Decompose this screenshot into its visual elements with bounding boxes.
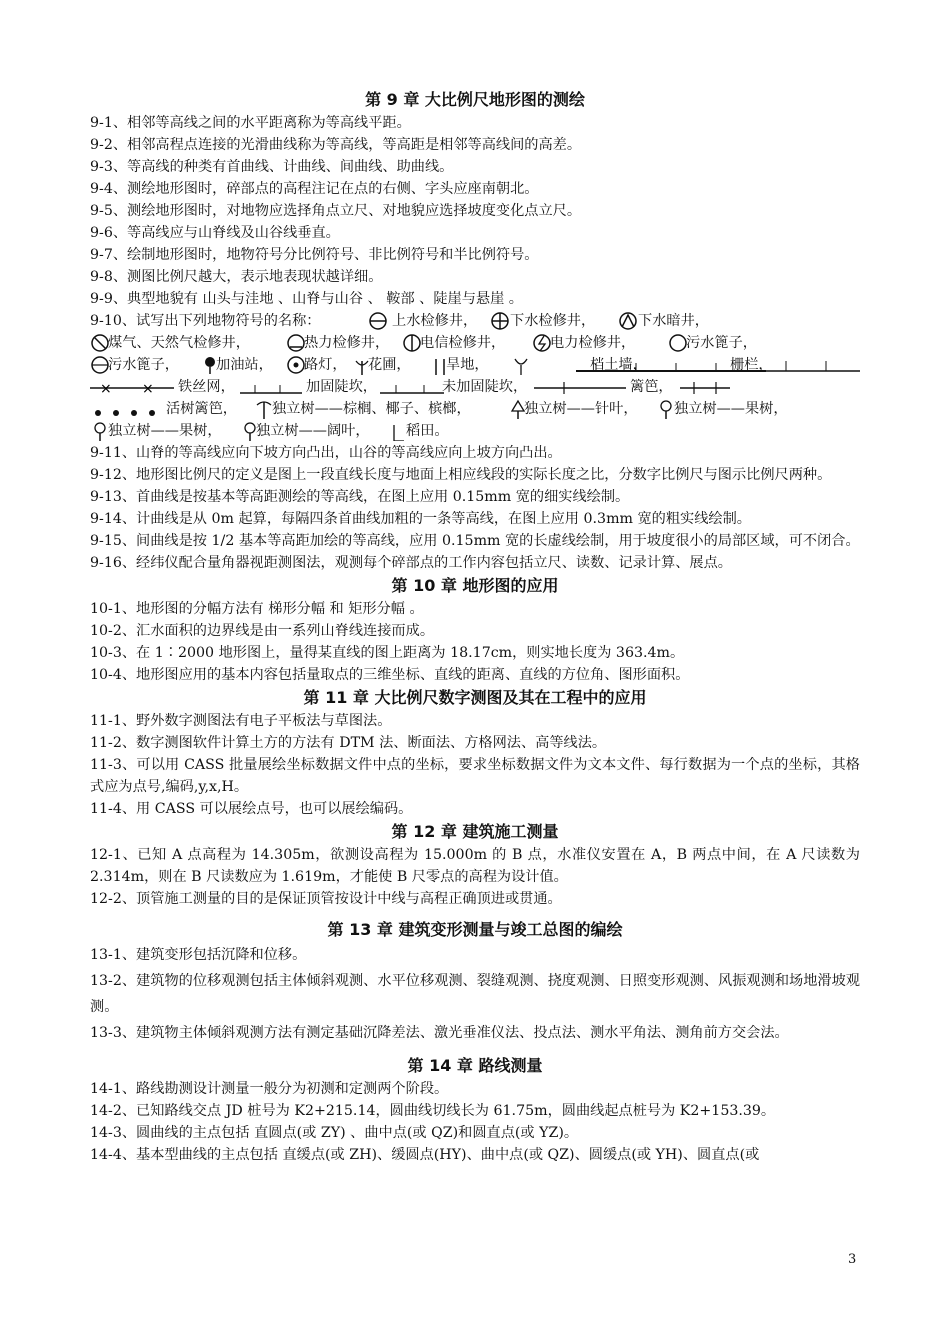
item-9-4: 9-4、测绘地形图时，碎部点的高程注记在点的右侧、字头应座南朝北。 [90, 181, 539, 197]
sewer-hidden-well-symbol-icon [616, 311, 640, 331]
live-hedge-symbol-icon [90, 399, 162, 419]
item-10-2: 10-2、汇水面积的边界线是由一系列山脊线连接而成。 [90, 623, 435, 639]
symbol-label-15: 栅栏， [730, 357, 773, 373]
heat-manhole-symbol-icon [286, 333, 306, 353]
item-9-7: 9-7、绘制地形图时，地物符号分比例符号、非比例符号和半比例符号。 [90, 247, 539, 263]
fruit-tree-2-symbol-icon [90, 421, 110, 441]
fence-line-symbol-icon [534, 377, 626, 397]
sewer-manhole-symbol-icon [488, 311, 512, 331]
item-11-4: 11-4、用 CASS 可以展绘点号，也可以展绘编码。 [90, 801, 413, 817]
symbol-label-16: 铁丝网， [178, 379, 235, 395]
item-14-3: 14-3、圆曲线的主点包括 直圆点(或 ZY) 、曲中点(或 QZ)和圆直点(或 YZ)。 [90, 1125, 579, 1141]
symbol-row-1 [90, 310, 860, 332]
chapter-12-title: 第 12 章 建筑施工测量 [391, 822, 559, 841]
symbol-label-26: 稻田。 [406, 423, 449, 439]
symbol-label-24: 独立树——果树， [108, 423, 222, 439]
symbol-row-6 [90, 420, 860, 442]
symbol-label-10: 加油站， [216, 357, 273, 373]
symbol-label-22: 独立树——针叶， [524, 401, 638, 417]
fruit-tree-symbol-icon [656, 399, 676, 419]
symbol-label-8: 污水篦子， [686, 335, 757, 351]
symbol-label-21: 独立树——棕榈、椰子、槟榔， [272, 401, 471, 417]
symbol-label-17: 加固陡坎， [306, 379, 377, 395]
symbol-label-7: 电力检修井， [550, 335, 636, 351]
item-9-11: 9-11、山脊的等高线应向下坡方向凸出，山谷的等高线应向上坡方向凸出。 [90, 445, 562, 461]
symbol-label-1: 上水检修井， [392, 313, 478, 329]
chapter-9-title: 第 9 章 大比例尺地形图的测绘 [365, 90, 585, 109]
barbed-wire-symbol-icon [90, 377, 174, 397]
symbol-label-23: 独立树——果树， [674, 401, 788, 417]
symbol-label-25: 独立树——阔叶， [256, 423, 370, 439]
unreinforced-scarp-line-icon [380, 377, 444, 397]
symbol-row-2 [90, 332, 860, 354]
item-11-1: 11-1、野外数字测图法有电子平板法与草图法。 [90, 713, 392, 729]
symbol-label-9: 污水篦子， [108, 357, 179, 373]
symbol-label-3: 下水暗井， [638, 313, 709, 329]
svg-text:×: × [100, 381, 112, 397]
water-manhole-symbol-icon [366, 311, 394, 331]
item-10-4: 10-4、地形图应用的基本内容包括量取点的三维坐标、直线的距离、直线的方位角、图形面积。 [90, 667, 690, 683]
symbol-label-6: 电信检修井， [420, 335, 506, 351]
chapter-13-title: 第 13 章 建筑变形测量与竣工总图的编绘 [327, 920, 623, 939]
power-manhole-symbol-icon [532, 333, 552, 353]
item-14-4: 14-4、基本型曲线的主点包括 直缓点(或 ZH)、缓圆点(HY)、曲中点(或 QZ)、圆缓点(或 YH)、圆直点(或 [90, 1147, 760, 1163]
chapter-14-title: 第 14 章 路线测量 [407, 1056, 543, 1075]
symbol-label-18: 未加固陡坎， [442, 379, 528, 395]
symbol-label-13: 旱地， [446, 357, 489, 373]
symbol-label-19: 篱笆， [630, 379, 673, 395]
telecom-manhole-symbol-icon [402, 333, 422, 353]
item-9-5: 9-5、测绘地形图时，对地物应选择角点立尺、对地貌应选择坡度变化点立尺。 [90, 203, 582, 219]
railing-symbol-icon [766, 355, 860, 375]
chapter-11-title: 第 11 章 大比例尺数字测图及其在工程中的应用 [303, 688, 647, 707]
gas-manhole-symbol-icon [90, 333, 110, 353]
symbol-label-2: 下水检修井， [510, 313, 596, 329]
sewage-grate-2-symbol-icon [90, 355, 110, 375]
item-10-3: 10-3、在 1∶2000 地形图上，量得某直线的图上距离为 18.17cm，则实地长度为 363.4m。 [90, 645, 685, 661]
item-12-1: 12-1、已知 A 点高程为 14.305m，欲测设高程为 15.000m 的 B 点，水准仪安置在 A，B 两点中间，在 A 尺读数为 2.314m，则在 B 尺读数应为 1.619m，才能使 B 尺零点的高程为设计值。 [90, 847, 860, 885]
street-lamp-symbol-icon [286, 355, 306, 375]
reinforced-scarp-line-icon [240, 377, 302, 397]
item-11-2: 11-2、数字测图软件计算土方的方法有 DTM 法、断面法、方格网法、高等线法。 [90, 735, 607, 751]
symbol-label-20: 活树篱笆， [166, 401, 237, 417]
item-9-14: 9-14、计曲线是从 0m 起算，每隔四条首曲线加粗的一条等高线，在图上应用 0.3mm 宽的粗实线绘制。 [90, 511, 751, 527]
item-9-3: 9-3、等高线的种类有首曲线、计曲线、间曲线、助曲线。 [90, 159, 454, 175]
symbol-label-11: 路灯， [304, 357, 347, 373]
item-14-2: 14-2、已知路线交点 JD 桩号为 K2+215.14，圆曲线切线长为 61.75m，圆曲线起点桩号为 K2+153.39。 [90, 1103, 776, 1119]
item-9-13: 9-13、首曲线是按基本等高距测绘的等高线，在图上应用 0.15mm 宽的细实线绘制。 [90, 489, 630, 505]
symbol-row-4 [90, 376, 860, 398]
page-number: 3 [848, 1252, 857, 1267]
fence-symbol-icon [680, 377, 730, 397]
item-13-3: 13-3、建筑物主体倾斜观测方法有测定基础沉降差法、激光垂准仪法、投点法、测水平角法、测角前方交会法。 [90, 1025, 789, 1041]
svg-text:×: × [142, 381, 154, 397]
item-9-2: 9-2、相邻高程点连接的光滑曲线称为等高线，等高距是相邻等高线间的高差。 [90, 137, 582, 153]
palm-tree-symbol-icon [254, 399, 274, 419]
symbol-label-14: 档土墙， [590, 357, 647, 373]
item-9-16: 9-16、经纬仪配合量角器视距测图法，观测每个碎部点的工作内容包括立尺、读数、记录计算、展点。 [90, 555, 732, 571]
item-12-2: 12-2、顶管施工测量的目的是保证顶管按设计中线与高程正确顶进或贯通。 [90, 891, 562, 907]
item-13-1: 13-1、建筑变形包括沉降和位移。 [90, 947, 307, 963]
item-9-12: 9-12、地形图比例尺的定义是图上一段直线长度与地面上相应线段的实际长度之比，分数字比例尺与图示比例尺两种。 [90, 467, 832, 483]
item-9-8: 9-8、测图比例尺越大，表示地表现状越详细。 [90, 269, 383, 285]
item-9-10: 9-10、试写出下列地物符号的名称： [90, 313, 321, 329]
rice-field-symbol-icon [388, 421, 408, 441]
symbol-label-5: 热力检修井， [304, 335, 390, 351]
item-14-1: 14-1、路线勘测设计测量一般分为初测和定测两个阶段。 [90, 1081, 449, 1097]
symbol-row-5 [90, 398, 860, 420]
chapter-10-title: 第 10 章 地形图的应用 [391, 576, 559, 595]
sewage-grate-symbol-icon [668, 333, 688, 353]
item-11-3: 11-3、可以用 CASS 批量展绘坐标数据文件中点的坐标，要求坐标数据文件为文本文件、每行数据为一个点的坐标，其格式应为点号,编码,y,x,H。 [90, 757, 860, 795]
item-10-1: 10-1、地形图的分幅方法有 梯形分幅 和 矩形分幅 。 [90, 601, 424, 617]
symbol-row-3 [90, 354, 860, 376]
symbol-label-4: 煤气、天然气检修井， [108, 335, 250, 351]
item-13-2: 13-2、建筑物的位移观测包括主体倾斜观测、水平位移观测、裂缝观测、挠度观测、日照变形观测、风振观测和场地滑坡观测。 [90, 973, 860, 1015]
symbol-label-12: 花圃， [368, 357, 411, 373]
item-9-1: 9-1、相邻等高线之间的水平距离称为等高线平距。 [90, 115, 411, 131]
item-9-15: 9-15、间曲线是按 1/2 基本等高距加绘的等高线，应用 0.15mm 宽的长虚线绘制，用于坡度很小的局部区域，可不闭合。 [90, 533, 860, 549]
document-page [90, 88, 860, 1166]
item-9-9: 9-9、典型地貌有 山头与洼地 、山脊与山谷 、 鞍部 、陡崖与悬崖 。 [90, 291, 523, 307]
retaining-wall-symbol-icon [510, 355, 532, 375]
item-9-6: 9-6、等高线应与山脊线及山谷线垂直。 [90, 225, 340, 241]
